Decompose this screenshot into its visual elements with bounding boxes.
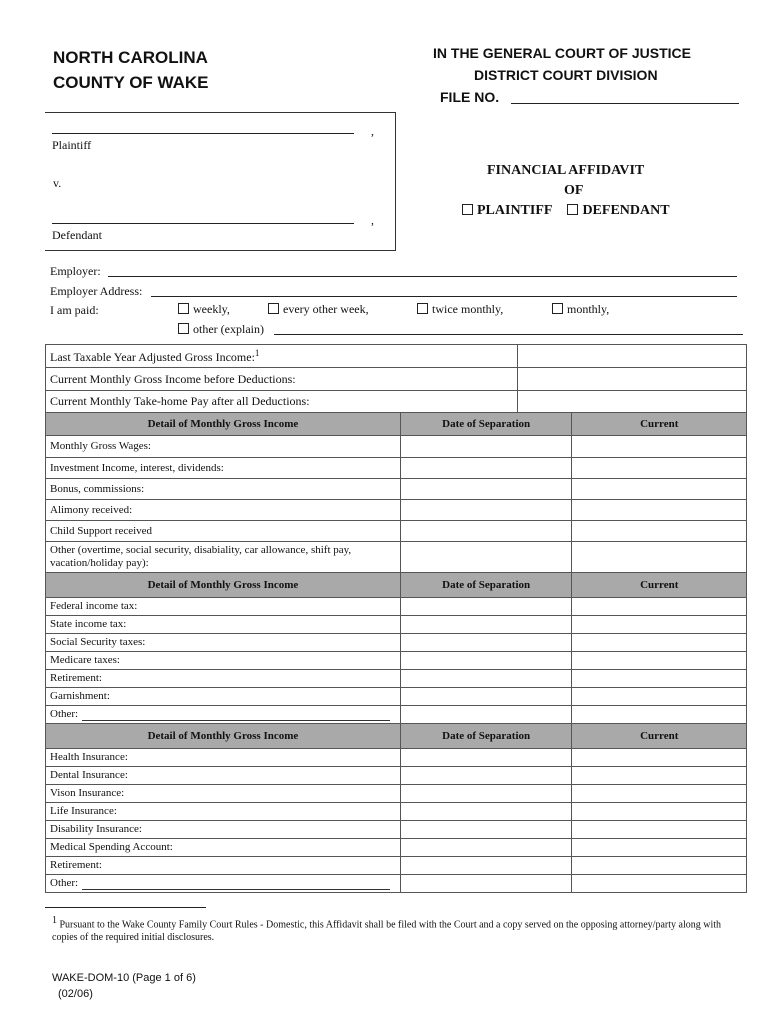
- table-row: [46, 706, 747, 724]
- agi-label-cell: [46, 345, 518, 368]
- employer-label: Employer:: [50, 264, 101, 278]
- table-row: [46, 479, 747, 500]
- table-row: [46, 542, 747, 573]
- versus-label: v.: [53, 176, 62, 190]
- twice-monthly-checkbox[interactable]: [417, 303, 428, 314]
- column-header-current: Current: [572, 573, 747, 598]
- takehome-label-cell: [46, 391, 518, 413]
- date-of-separation-field[interactable]: [400, 458, 572, 479]
- row-label: Garnishment:: [50, 690, 110, 702]
- file-no-label: FILE NO.: [440, 89, 500, 105]
- pay-option-weekly: [178, 302, 230, 317]
- row-label: Other:: [50, 708, 79, 720]
- date-of-separation-field[interactable]: [400, 479, 572, 500]
- date-of-separation-field[interactable]: [400, 521, 572, 542]
- row-label-cell: [46, 616, 401, 634]
- agi-footnote-marker: 1: [254, 347, 260, 358]
- pay-option-twice-monthly: [417, 302, 503, 317]
- defendant-name-field[interactable]: [52, 223, 354, 224]
- column-header-separation: Date of Separation: [400, 413, 572, 436]
- current-value-field[interactable]: [572, 803, 747, 821]
- table-row: [46, 616, 747, 634]
- agi-value-field[interactable]: [518, 345, 747, 368]
- column-header-detail: Detail of Monthly Gross Income: [46, 724, 401, 749]
- table-row: [46, 688, 747, 706]
- row-label-cell: [46, 767, 401, 785]
- monthly-checkbox[interactable]: [552, 303, 563, 314]
- table-row: [46, 767, 747, 785]
- row-label-cell: [46, 436, 401, 458]
- current-value-field[interactable]: [572, 616, 747, 634]
- form-code: WAKE-DOM-10 (Page 1 of 6): [52, 972, 196, 984]
- date-of-separation-field[interactable]: [400, 767, 572, 785]
- employer-address-field[interactable]: [151, 296, 737, 297]
- table-row: [46, 598, 747, 616]
- row-label-cell: [46, 749, 401, 767]
- takehome-pay-label: Current Monthly Take-home Pay after all Deductions:: [50, 394, 310, 408]
- row-label: Alimony received:: [50, 503, 133, 516]
- pay-option-every-other-week: [268, 302, 369, 317]
- date-of-separation-field[interactable]: [400, 616, 572, 634]
- row-label-cell: [46, 857, 401, 875]
- row-label: Monthly Gross Wages:: [50, 440, 151, 452]
- other-explain-label: other (explain): [193, 322, 264, 336]
- current-value-field[interactable]: [572, 785, 747, 803]
- defendant-comma: ,: [371, 213, 374, 227]
- row-label-cell: [46, 542, 401, 573]
- section-header-row: [46, 413, 747, 436]
- table-row: [46, 670, 747, 688]
- date-of-separation-field[interactable]: [400, 688, 572, 706]
- column-header-separation: Date of Separation: [400, 724, 572, 749]
- twice-monthly-label: twice monthly,: [432, 302, 504, 316]
- table-row: [46, 458, 747, 479]
- current-value-field[interactable]: [572, 458, 747, 479]
- takehome-pay-value-field[interactable]: [518, 391, 747, 413]
- row-label: Disability Insurance:: [50, 823, 142, 835]
- row-label: Vison Insurance:: [50, 787, 125, 799]
- table-row: [46, 803, 747, 821]
- footnote-separator: [45, 907, 206, 908]
- column-header-detail: Detail of Monthly Gross Income: [46, 573, 401, 598]
- row-label-cell: [46, 479, 401, 500]
- row-label-cell: [46, 875, 401, 893]
- row-label-cell: [46, 803, 401, 821]
- row-label: Retirement:: [50, 672, 102, 684]
- footnote-text: Pursuant to the Wake County Family Court Rules - Domestic, this Affidavit shall be filed with the Court and a copy served on the opposing attorney/party along with copies of the required initial disclosures.: [52, 919, 722, 944]
- weekly-label: weekly,: [193, 302, 230, 316]
- table-row: [46, 857, 747, 875]
- row-label: Dental Insurance:: [50, 769, 128, 781]
- date-of-separation-field[interactable]: [400, 652, 572, 670]
- plaintiff-name-field[interactable]: [52, 133, 354, 134]
- state-heading: NORTH CAROLINA: [53, 48, 208, 67]
- form-date: (02/06): [58, 988, 93, 1000]
- current-value-field[interactable]: [572, 706, 747, 724]
- current-value-field[interactable]: [572, 521, 747, 542]
- county-heading: COUNTY OF WAKE: [53, 73, 209, 92]
- date-of-separation-field[interactable]: [400, 670, 572, 688]
- row-label: State income tax:: [50, 618, 127, 630]
- date-of-separation-field[interactable]: [400, 803, 572, 821]
- row-label: Social Security taxes:: [50, 636, 146, 648]
- pay-option-monthly: [552, 302, 609, 317]
- current-value-field[interactable]: [572, 688, 747, 706]
- column-header-current: Current: [572, 413, 747, 436]
- file-no-field[interactable]: [511, 103, 739, 104]
- footnote-marker: 1: [52, 915, 57, 926]
- row-label: Federal income tax:: [50, 600, 138, 612]
- table-row: [46, 634, 747, 652]
- current-value-field[interactable]: [572, 652, 747, 670]
- current-value-field[interactable]: [572, 839, 747, 857]
- table-row: [46, 821, 747, 839]
- date-of-separation-field[interactable]: [400, 634, 572, 652]
- row-label: Retirement:: [50, 859, 102, 871]
- plaintiff-comma: ,: [371, 124, 374, 138]
- plaintiff-option-label: PLAINTIFF: [477, 203, 552, 218]
- paid-label: I am paid:: [50, 303, 99, 317]
- table-row: [46, 839, 747, 857]
- row-label: Investment Income, interest, dividends:: [50, 461, 224, 474]
- row-label-cell: [46, 839, 401, 857]
- date-of-separation-field[interactable]: [400, 875, 572, 893]
- defendant-label: Defendant: [52, 228, 102, 242]
- plaintiff-label: Plaintiff: [52, 138, 92, 152]
- current-value-field[interactable]: [572, 875, 747, 893]
- row-label-cell: [46, 652, 401, 670]
- every-other-week-label: every other week,: [283, 302, 369, 316]
- table-row: [46, 500, 747, 521]
- monthly-label: monthly,: [567, 302, 610, 316]
- current-value-field[interactable]: [572, 500, 747, 521]
- income-summary-table: [45, 344, 747, 413]
- table-row: [46, 875, 747, 893]
- current-value-field[interactable]: [572, 598, 747, 616]
- employer-address-label: Employer Address:: [50, 284, 143, 298]
- table-row: [46, 785, 747, 803]
- date-of-separation-field[interactable]: [400, 542, 572, 573]
- defendant-checkbox[interactable]: [567, 204, 578, 215]
- date-of-separation-field[interactable]: [400, 857, 572, 875]
- row-label: Other (overtime, social security, disabiality, car allowance, shift pay, vacation/holiday pay):: [50, 544, 352, 569]
- section-header-row: [46, 724, 747, 749]
- date-of-separation-field[interactable]: [400, 436, 572, 458]
- other-explain-field[interactable]: [274, 334, 743, 335]
- current-value-field[interactable]: [572, 542, 747, 573]
- column-header-current: Current: [572, 724, 747, 749]
- row-label-cell: [46, 598, 401, 616]
- pay-option-other: [178, 322, 264, 337]
- date-of-separation-field[interactable]: [400, 706, 572, 724]
- section-header-row: [46, 573, 747, 598]
- date-of-separation-field[interactable]: [400, 839, 572, 857]
- current-value-field[interactable]: [572, 749, 747, 767]
- current-value-field[interactable]: [572, 767, 747, 785]
- row-label-cell: [46, 500, 401, 521]
- division-heading: DISTRICT COURT DIVISION: [474, 67, 658, 83]
- table-row: [46, 521, 747, 542]
- row-label-cell: [46, 634, 401, 652]
- row-label-cell: [46, 688, 401, 706]
- row-label-cell: [46, 670, 401, 688]
- row-label-cell: [46, 785, 401, 803]
- current-value-field[interactable]: [572, 670, 747, 688]
- affidavit-of: OF: [564, 183, 584, 198]
- gross-income-label: Current Monthly Gross Income before Deductions:: [50, 371, 296, 386]
- weekly-checkbox[interactable]: [178, 303, 189, 314]
- current-value-field[interactable]: [572, 436, 747, 458]
- row-label: Medicare taxes:: [50, 654, 120, 666]
- date-of-separation-field[interactable]: [400, 500, 572, 521]
- row-label: Bonus, commissions:: [50, 482, 145, 495]
- row-label: Other:: [50, 877, 79, 889]
- other-pay-checkbox[interactable]: [178, 323, 189, 334]
- row-label: Health Insurance:: [50, 751, 128, 763]
- row-label-cell: [46, 458, 401, 479]
- column-header-separation: Date of Separation: [400, 573, 572, 598]
- row-label: Child Support received: [50, 524, 153, 537]
- gross-label-cell: [46, 368, 518, 391]
- other-description-field[interactable]: [82, 710, 390, 721]
- employer-field[interactable]: [108, 276, 737, 277]
- row-label-cell: [46, 521, 401, 542]
- affidavit-title: FINANCIAL AFFIDAVIT: [487, 163, 645, 178]
- footnote: [52, 914, 742, 944]
- plaintiff-checkbox[interactable]: [462, 204, 473, 215]
- income-detail-table: [45, 412, 747, 893]
- table-row: [46, 652, 747, 670]
- current-value-field[interactable]: [572, 821, 747, 839]
- defendant-option-label: DEFENDANT: [582, 203, 670, 218]
- current-value-field[interactable]: [572, 479, 747, 500]
- other-description-field[interactable]: [82, 879, 390, 890]
- date-of-separation-field[interactable]: [400, 749, 572, 767]
- date-of-separation-field[interactable]: [400, 785, 572, 803]
- date-of-separation-field[interactable]: [400, 598, 572, 616]
- agi-label: Last Taxable Year Adjusted Gross Income:: [50, 349, 255, 364]
- date-of-separation-field[interactable]: [400, 821, 572, 839]
- court-heading: IN THE GENERAL COURT OF JUSTICE: [433, 45, 691, 61]
- party-options: [462, 203, 670, 219]
- row-label-cell: [46, 706, 401, 724]
- row-label: Medical Spending Account:: [50, 841, 173, 853]
- column-header-detail: Detail of Monthly Gross Income: [46, 413, 401, 436]
- row-label: Life Insurance:: [50, 805, 117, 817]
- table-row: [46, 749, 747, 767]
- row-label-cell: [46, 821, 401, 839]
- current-value-field[interactable]: [572, 634, 747, 652]
- current-value-field[interactable]: [572, 857, 747, 875]
- every-other-week-checkbox[interactable]: [268, 303, 279, 314]
- gross-income-value-field[interactable]: [518, 368, 747, 391]
- table-row: [46, 436, 747, 458]
